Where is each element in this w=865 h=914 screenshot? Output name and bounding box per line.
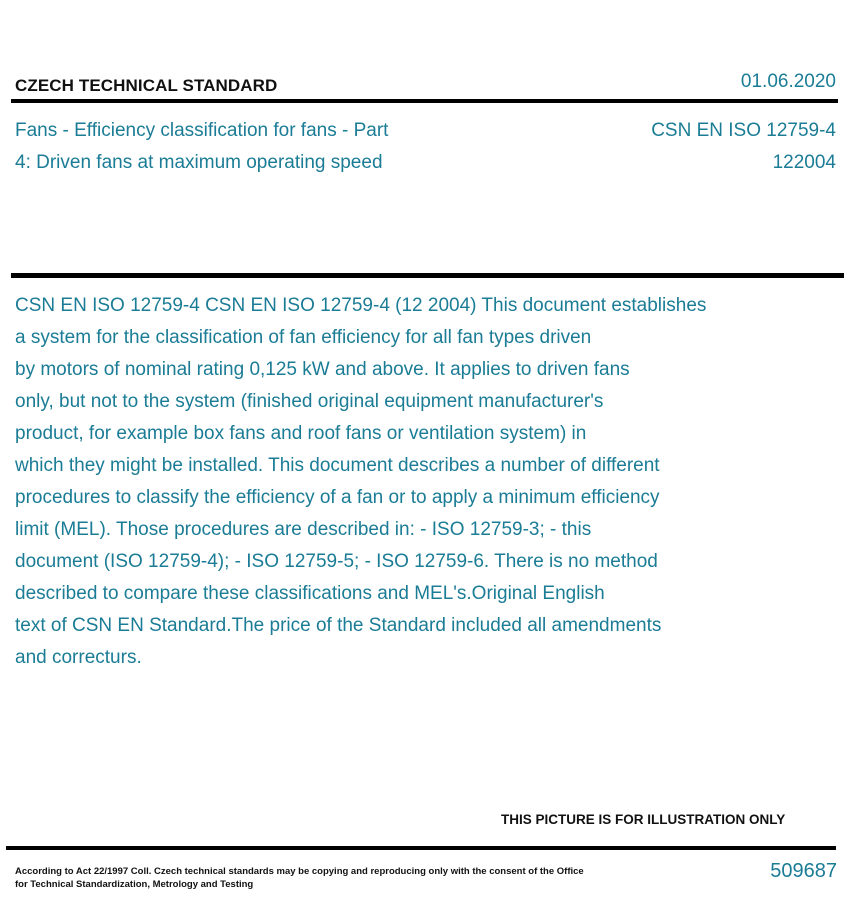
standard-abstract: CSN EN ISO 12759-4 CSN EN ISO 12759-4 (12 2004) This document establishes a system for the classification of fan efficiency for all fan types driven by motors of nominal rating 0,125 kW and above. It applies to driven fans only, but not to the system (finished original equipment manufacturer's product, for example box fans and roof fans or ventilation system) in which they might be installed. This document describes a number of different procedures to classify the efficiency of a fan or to apply a minimum efficiency limit (MEL). Those procedures are described in: - ISO 12759-3; - this document (ISO 12759-4); - ISO 12759-5; - ISO 12759-6. There is no method described to compare these classifications and MEL's.Original English text of CSN EN Standard.The price of the Standard included all amendments and correcturs.: [15, 295, 707, 668]
copyright-notice-line-2: for Technical Standardization, Metrology and Testing: [15, 879, 254, 890]
title-divider: [11, 273, 844, 278]
header-divider: [11, 99, 838, 103]
document-type-label: CZECH TECHNICAL STANDARD: [15, 76, 278, 95]
illustration-disclaimer: THIS PICTURE IS FOR ILLUSTRATION ONLY: [501, 812, 786, 827]
footer-divider: [6, 846, 836, 850]
classification-code: 122004: [772, 152, 836, 173]
copyright-notice-line-1: According to Act 22/1997 Coll. Czech technical standards may be copying and reproducing only with the consent of the Office: [15, 866, 584, 877]
copyright-notice: [15, 865, 595, 891]
product-code: 509687: [770, 860, 837, 882]
standard-title-line-2: 4: Driven fans at maximum operating speed: [15, 152, 383, 173]
standard-designation: CSN EN ISO 12759-4: [651, 120, 836, 141]
standard-title: [15, 115, 455, 179]
publication-date: 01.06.2020: [740, 71, 836, 92]
standard-title-line-1: Fans - Efficiency classification for fans - Part: [15, 120, 389, 141]
standard-identifiers: [651, 115, 836, 179]
